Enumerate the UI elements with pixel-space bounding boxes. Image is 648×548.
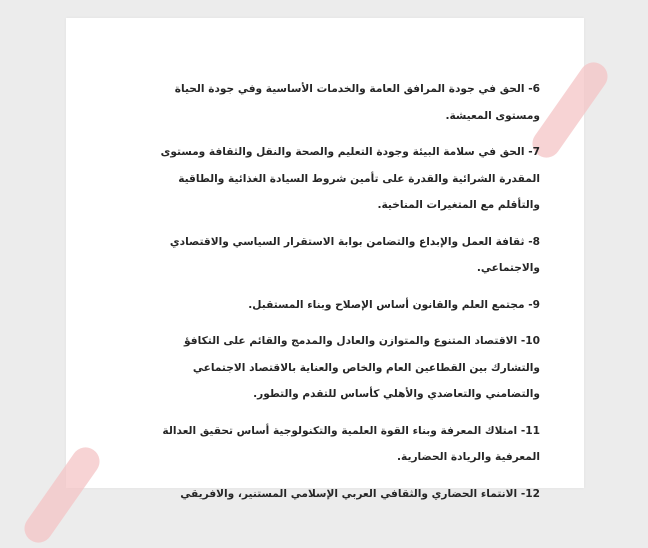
text-line: المعرفية والريادة الحضارية. [397, 451, 540, 463]
text-line: 7- الحق في سلامة البيئة وجودة التعليم والصحة والنقل والثقافة ومستوى [160, 146, 540, 158]
text-line: 10- الاقتصاد المتنوع والمتوازن والعادل والمدمج والقائم على التكافؤ [184, 335, 540, 347]
text-line: والتشارك بين القطاعين العام والخاص والعناية بالاقتصاد الاجتماعي [192, 361, 540, 374]
text-line: 9- مجتمع العلم والقانون أساس الإصلاح وبناء المستقبل. [248, 298, 540, 311]
text-line: 8- ثقافة العمل والإبداع والتضامن بوابة الاستقرار السياسي والاقتصادي [169, 235, 540, 248]
text-line: والتأقلم مع المتغيرات المناخية. [377, 199, 540, 211]
text-line: 11- امتلاك المعرفة وبناء القوة العلمية والتكنولوجية أساس تحقيق العدالة [162, 424, 540, 437]
list-item-10 [132, 328, 540, 408]
text-line: ومستوى المعيشة. [445, 109, 540, 122]
document-body [132, 76, 540, 517]
text-line: 6- الحق في جودة المرافق العامة والخدمات الأساسية وفي جودة الحياة [174, 83, 540, 95]
text-line: 12- الانتماء الحضاري والثقافي العربي الإسلامي المستنير، والافريقي [180, 487, 540, 500]
list-item-6 [132, 76, 540, 129]
list-item-7 [132, 139, 540, 219]
list-item-9 [132, 292, 540, 319]
decorative-accent-shape [19, 442, 105, 548]
text-line: والاجتماعي. [476, 262, 540, 274]
list-item-8 [132, 229, 540, 282]
text-line: المقدرة الشرائية والقدرة على تأمين شروط السيادة الغذائية والطاقية [178, 172, 540, 185]
text-line: والتضامني والتعاضدي والأهلي كأساس للتقدم والتطور. [253, 388, 540, 400]
list-item-12 [132, 481, 540, 508]
list-item-11 [132, 418, 540, 471]
